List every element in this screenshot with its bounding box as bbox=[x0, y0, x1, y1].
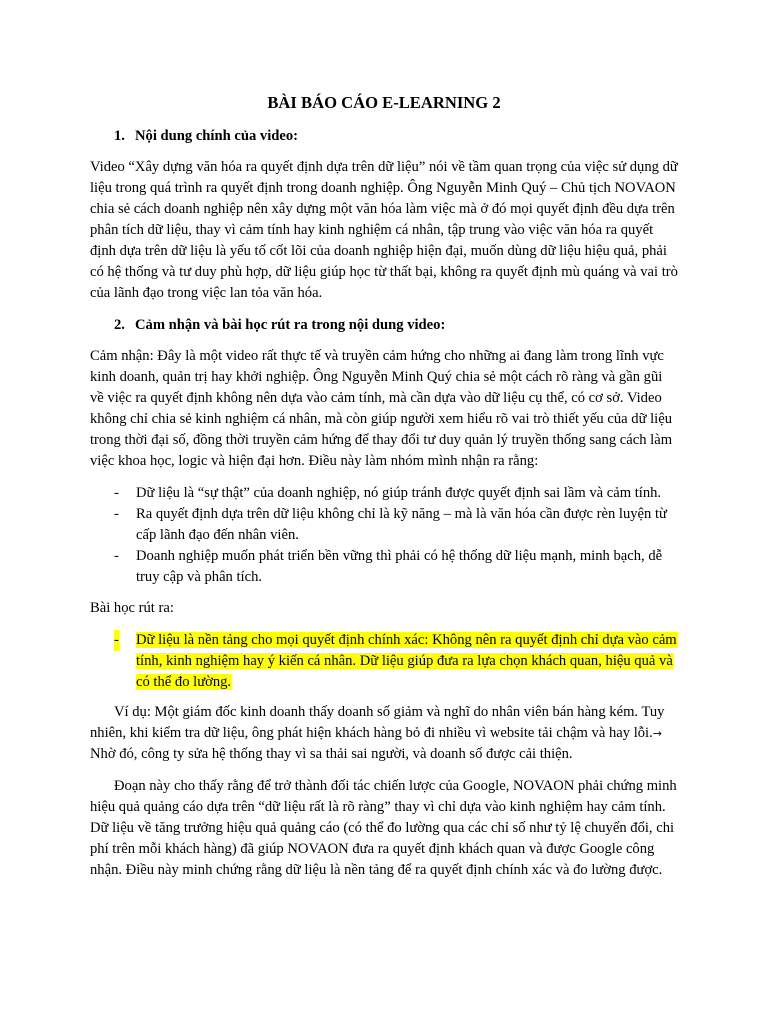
section-2-heading bbox=[90, 315, 678, 336]
lessons-list bbox=[90, 630, 678, 693]
dash-bullet: - bbox=[114, 630, 119, 651]
section-1-heading bbox=[90, 126, 678, 147]
dash-bullet: - bbox=[114, 548, 119, 564]
insights-list bbox=[90, 483, 678, 588]
impression-paragraph: Cảm nhận: Đây là một video rất thực tế và truyền cảm hứng cho những ai đang làm trong lĩnh vực kinh doanh, quản trị hay khởi nghiệp. Ông Nguyễn Minh Quý chia sẻ một cách rõ ràng và gần gũi về việc ra quyết định không nên dựa vào cảm tính, mà cần dựa vào dữ liệu cụ thể, có cơ sở. Video không chỉ chia sẻ kinh nghiệm cá nhân, mà còn giúp người xem hiểu rõ vai trò thiết yếu của dữ liệu trong thời đại số, đồng thời truyền cảm hứng để thay đổi tư duy quản lý truyền thống sang cách làm việc khoa học, logic và hiện đại hơn. Điều này làm nhóm mình nhận ra rằng: bbox=[90, 348, 673, 469]
dash-bullet: - bbox=[114, 506, 119, 522]
list-item bbox=[90, 630, 678, 693]
dash-bullet: - bbox=[114, 485, 119, 501]
list-item bbox=[90, 546, 678, 588]
example-result-text: Nhờ đó, công ty sửa hệ thống thay vì sa thải sai người, và doanh số được cải thiện. bbox=[90, 746, 573, 762]
list-item bbox=[90, 483, 678, 504]
arrow-right-icon: → bbox=[652, 727, 662, 740]
list-item-text: Dữ liệu là “sự thật” của doanh nghiệp, nó giúp tránh được quyết định sai lầm và cảm tính. bbox=[136, 485, 662, 501]
section-2-number: 2. bbox=[114, 317, 125, 333]
list-item bbox=[90, 504, 678, 546]
closing-paragraph: Đoạn này cho thấy rằng để trở thành đối tác chiến lược của Google, NOVAON phải chứng minh hiệu quả quảng cáo dựa trên “dữ liệu rất là rõ ràng” thay vì chỉ dựa vào kinh nghiệm hay cảm tính. Dữ liệu về tăng trưởng hiệu quả quảng cáo (có thể đo lường qua các chỉ số như tỷ lệ chuyển đổi, chi phí trên mỗi khách hàng) đã giúp NOVAON đưa ra quyết định khách quan và được Google công nhận. Điều này minh chứng rằng dữ liệu là nền tảng để ra quyết định chính xác và đo lường được. bbox=[90, 778, 677, 878]
section-1-paragraph: Video “Xây dựng văn hóa ra quyết định dựa trên dữ liệu” nói về tầm quan trọng của việc sử dụng dữ liệu trong quá trình ra quyết định trong doanh nghiệp. Ông Nguyễn Minh Quý – Chủ tịch NOVAON chia sẻ cách doanh nghiệp nên xây dựng một văn hóa làm việc mà ở đó mọi quyết định đều dựa trên phân tích dữ liệu, thay vì cảm tính hay kinh nghiệm cá nhân, tập trung vào việc văn hóa ra quyết định dựa trên dữ liệu là yếu tố cốt lõi của doanh nghiệp hiện đại, muốn dùng dữ liệu hiệu quả, phải có hệ thống và tư duy phù hợp, dữ liệu giúp học từ thất bại, không ra quyết định mù quáng và vai trò của lãnh đạo trong việc lan tỏa văn hóa. bbox=[90, 159, 678, 301]
list-item-text: Ra quyết định dựa trên dữ liệu không chỉ là kỹ năng – mà là văn hóa cần được rèn luyện từ cấp lãnh đạo đến nhân viên. bbox=[136, 506, 667, 543]
section-1-number: 1. bbox=[114, 128, 125, 144]
example-paragraph bbox=[90, 702, 678, 765]
section-2-heading-text: Cảm nhận và bài học rút ra trong nội dung video: bbox=[135, 317, 446, 333]
list-item-text: Doanh nghiệp muốn phát triển bền vững thì phải có hệ thống dữ liệu mạnh, minh bạch, dễ truy cập và phân tích. bbox=[136, 548, 663, 585]
section-1-heading-text: Nội dung chính của video: bbox=[135, 128, 299, 144]
lessons-label: Bài học rút ra: bbox=[90, 600, 174, 616]
page-title: BÀI BÁO CÁO E-LEARNING 2 bbox=[267, 93, 501, 112]
example-text: Ví dụ: Một giám đốc kinh doanh thấy doanh số giảm và nghĩ do nhân viên bán hàng kém. Tuy nhiên, khi kiểm tra dữ liệu, ông phát hiện khách hàng bỏ đi nhiều vì website tải chậm và hay lỗi. bbox=[90, 704, 665, 741]
highlighted-lesson: Dữ liệu là nền tảng cho mọi quyết định chính xác: Không nên ra quyết định chỉ dựa vào cảm tính, kinh nghiệm hay ý kiến cá nhân. Dữ liệu giúp đưa ra lựa chọn khách quan, hiệu quả và có thể đo lường. bbox=[136, 632, 677, 690]
